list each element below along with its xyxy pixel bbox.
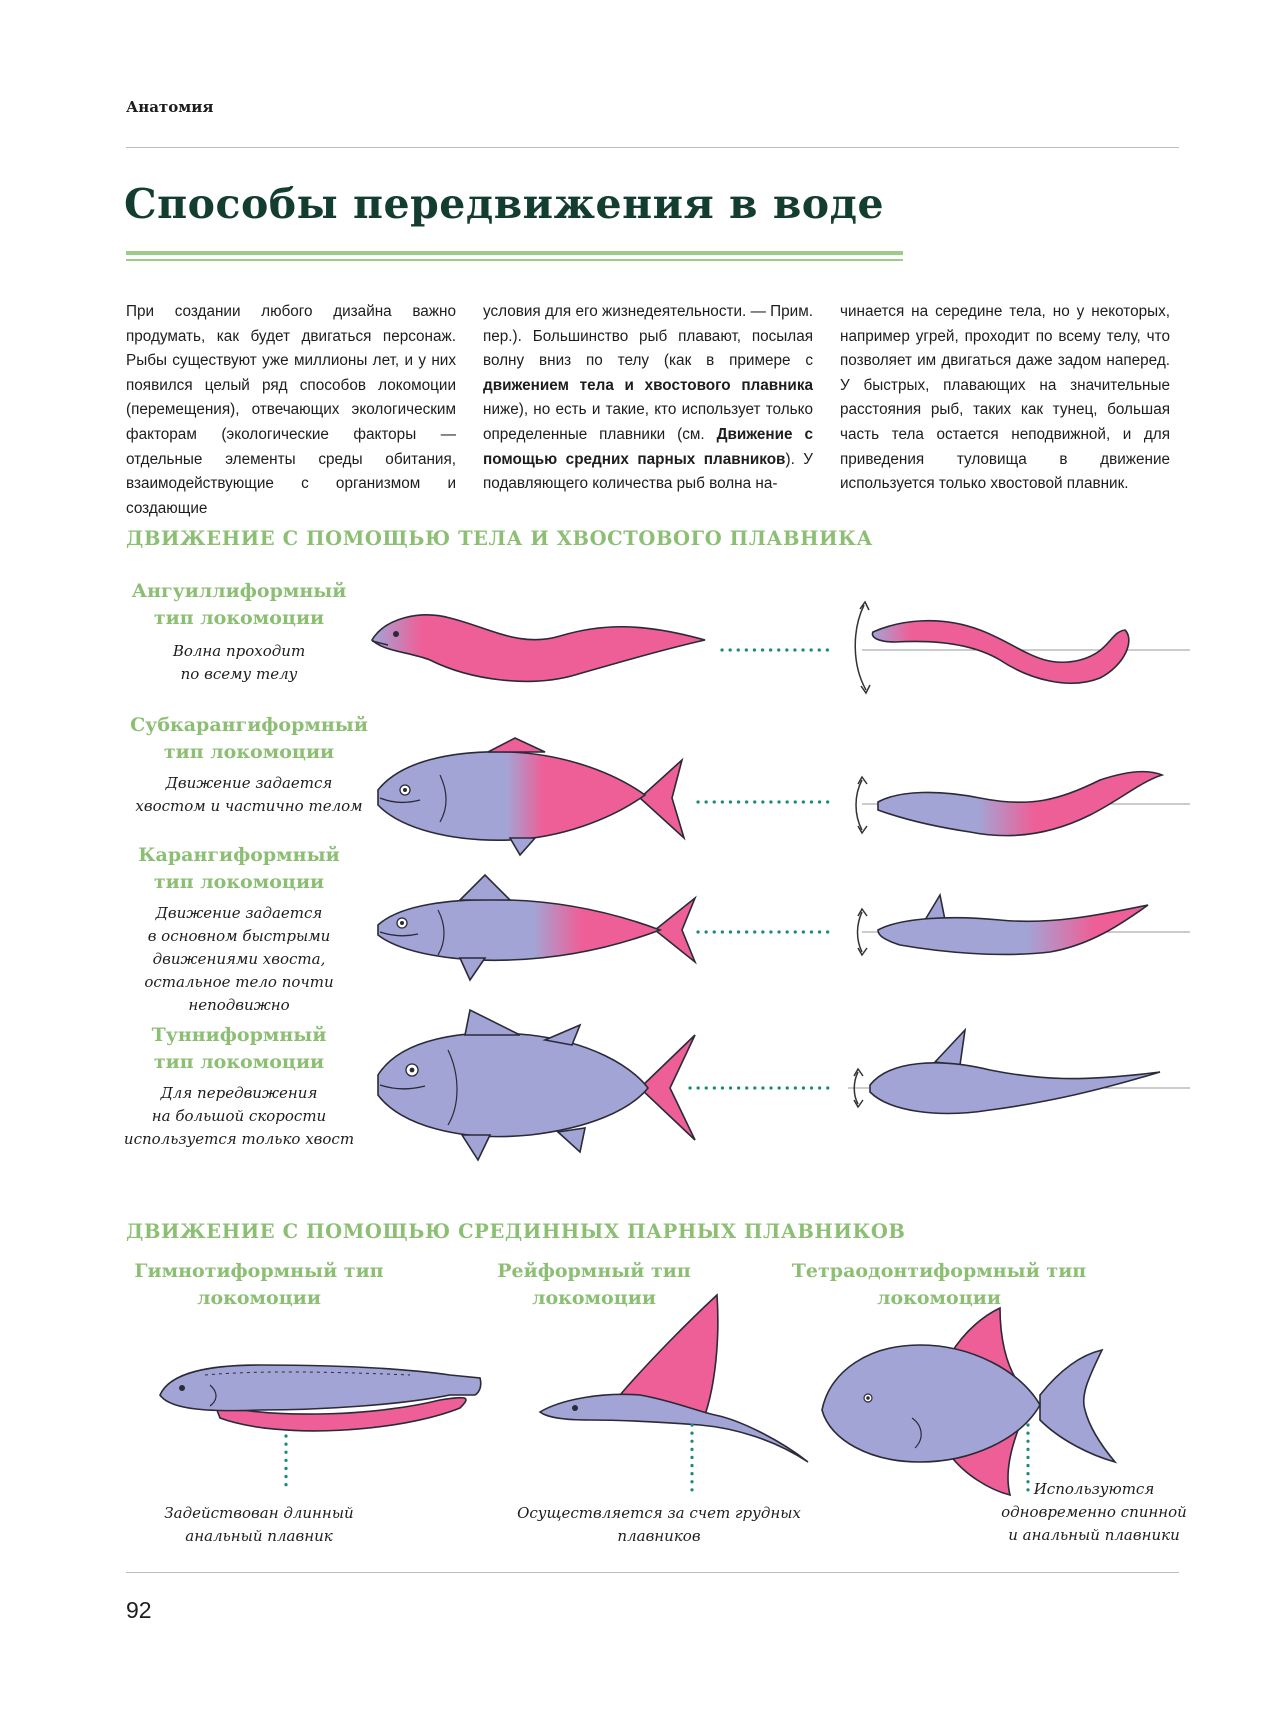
- type-tetraodontiform-name: Тетраодонтиформный тип локомоции: [791, 1260, 1087, 1309]
- gymnotiform-caption: Задействован длинный анальный плавник: [164, 1504, 354, 1545]
- type-description: Волна проходит по всему телу: [172, 642, 306, 683]
- running-head: Анатомия: [126, 98, 214, 116]
- page-number: 92: [126, 1597, 152, 1623]
- type-name: Субкарангиформный тип локомоции: [130, 714, 368, 763]
- type-gymnotiform-name: Гимнотиформный тип локомоции: [134, 1260, 384, 1309]
- intro-column-1: При создании любого дизайна важно продумать, как будет двигаться персонаж. Рыбы существуют уже миллионы лет, и у них появился целый ряд способов локомоции (перемещения), отвечающих экологическим факторам (экологические факторы — отдельные элементы среды обитания, взаимодействующие с организмом и создающие: [126, 303, 456, 517]
- type-description: Движение задается хвостом и частично телом: [135, 774, 363, 815]
- gymnotiform-illustration: [160, 1365, 481, 1431]
- tetraodontiform-caption: Используются одновременно спинной и анальный плавники: [1001, 1480, 1187, 1544]
- rajiform-illustration: [540, 1295, 808, 1462]
- section2-heading: ДВИЖЕНИЕ С ПОМОЩЬЮ СРЕДИННЫХ ПАРНЫХ ПЛАВНИКОВ: [126, 1220, 906, 1243]
- type-rajiform-name: Рейформный тип локомоции: [497, 1260, 691, 1309]
- tetraodontiform-illustration: [822, 1308, 1115, 1495]
- type-name: Тунниформный тип локомоции: [151, 1024, 327, 1073]
- type-name: Ангуиллиформный тип локомоции: [131, 580, 347, 629]
- type-name: Карангиформный тип локомоции: [138, 844, 340, 893]
- footer-rule: [126, 1572, 1179, 1573]
- section1-heading: ДВИЖЕНИЕ С ПОМОЩЬЮ ТЕЛА И ХВОСТОВОГО ПЛАВНИКА: [126, 527, 873, 550]
- intro-column-2: условия для его жизнедеятельности. — Прим. пер.). Большинство рыб плавают, посылая волну вниз по телу (как в примере с движением тела и хвостового плавника ниже), но есть и такие, кто использует только определенные плавники (см. Движение с помощью средних парных плавников). У подавляющего количества рыб волна на-: [483, 303, 814, 493]
- rajiform-caption: Осуществляется за счет грудных плавников: [517, 1504, 801, 1545]
- intro-column-3: чинается на середине тела, но у некоторых, например угрей, проходит по всему телу, что позволяет им двигаться даже задом наперед. У быстрых, плавающих на значительные расстояния рыб, таких как тунец, большая часть тела остается неподвижной, и для приведения туловища в движение используется только хвостовой плавник.: [840, 303, 1170, 493]
- page-title: Способы передвижения в воде: [124, 180, 885, 228]
- type-description: Движение задается в основном быстрыми движениями хвоста, остальное тело почти неподвижно: [144, 904, 334, 1014]
- type-description: Для передвижения на большой скорости используется только хвост: [123, 1084, 355, 1148]
